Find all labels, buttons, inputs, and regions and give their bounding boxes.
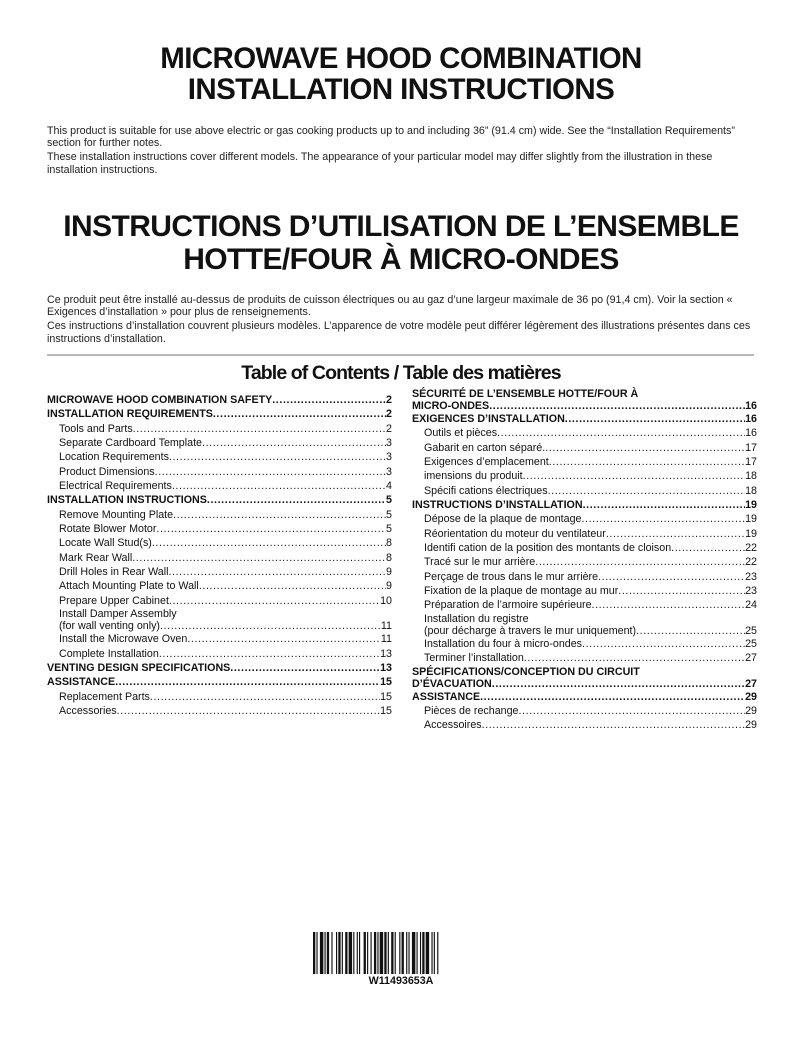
toc-label: D’ÉVACUATION (412, 677, 492, 690)
barcode-bar (364, 932, 366, 974)
leader-dots (535, 555, 745, 569)
intro-en (47, 125, 757, 176)
barcode-bar (367, 932, 368, 974)
leader-dots (581, 512, 745, 526)
barcode-bar (359, 932, 360, 974)
toc-label: VENTING DESIGN SPECIFICATIONS (47, 661, 231, 674)
toc-entry[interactable] (412, 469, 757, 483)
toc-entry[interactable] (412, 388, 757, 412)
toc-entry[interactable] (47, 704, 392, 718)
leader-dots (132, 551, 386, 565)
toc-page: 11 (380, 633, 392, 646)
toc-label: Spécifi cations électriques (424, 484, 548, 497)
barcode-bar (353, 932, 354, 974)
barcode-bar (371, 932, 372, 974)
barcode-number: W11493653A (368, 975, 434, 987)
leader-dots (150, 690, 380, 704)
title-fr-line2: HOTTE/FOUR À MICRO-ONDES (183, 243, 619, 276)
toc-page: 2 (386, 394, 392, 406)
barcode-bar (374, 932, 376, 974)
toc-page: 3 (386, 437, 392, 450)
barcode-bar (395, 932, 396, 974)
barcode-bar (325, 932, 326, 974)
toc-label-line1: Installation du registre (424, 612, 529, 625)
toc-label: (pour décharge à travers le mur uniquement) (424, 624, 637, 637)
toc-label: Dépose de la plaque de montage (424, 513, 582, 526)
toc-label: Fixation de la plaque de montage au mur (424, 585, 619, 598)
leader-dots (213, 407, 386, 421)
barcode-bar (327, 932, 329, 974)
toc-label: Attach Mounting Plate to Wall (59, 580, 199, 593)
toc-page: 5 (386, 494, 392, 507)
toc-label: Tracé sur le mur arrière (424, 556, 536, 569)
toc-label: ASSISTANCE (412, 690, 481, 703)
toc-page: 13 (380, 661, 392, 674)
barcode-bar (388, 932, 389, 974)
leader-dots (152, 536, 386, 550)
leader-dots (618, 584, 745, 598)
leader-dots (492, 678, 745, 690)
toc-entry[interactable] (412, 541, 757, 555)
toc-entry[interactable] (47, 393, 392, 407)
toc-label: ASSISTANCE (47, 676, 116, 689)
toc-label: Mark Rear Wall (59, 551, 133, 564)
toc-entry[interactable] (412, 512, 757, 526)
toc-label: MICRO-ONDES (412, 400, 490, 412)
toc-page: 29 (745, 704, 757, 717)
toc-entry[interactable] (47, 647, 392, 661)
toc-page: 25 (745, 637, 757, 650)
toc-label: Separate Cardboard Template (59, 437, 202, 450)
toc-page: 16 (745, 400, 757, 412)
toc-entry[interactable] (47, 479, 392, 493)
toc-label: Location Requirements (59, 451, 169, 464)
toc-entry[interactable] (47, 594, 392, 608)
leader-dots (202, 436, 386, 450)
leader-dots (115, 675, 380, 689)
toc-entry[interactable] (412, 613, 757, 637)
leader-dots (117, 704, 380, 718)
toc-entry[interactable] (47, 508, 392, 522)
toc-entry[interactable] (47, 579, 392, 593)
toc-page: 23 (745, 570, 757, 583)
barcode-bar (380, 932, 383, 974)
toc-entry[interactable] (47, 522, 392, 536)
leader-dots (524, 651, 745, 665)
toc-page: 4 (386, 480, 392, 493)
barcode-bar (391, 932, 393, 974)
toc-entry[interactable] (412, 412, 757, 426)
toc-entry[interactable] (412, 570, 757, 584)
toc-label: Installation du four à micro-ondes (424, 637, 583, 650)
toc-page: 3 (386, 451, 392, 464)
toc-label: Install the Microwave Oven (59, 633, 188, 646)
toc-label: Préparation de l’armoire supérieure (424, 599, 592, 612)
toc-label: INSTRUCTIONS D’INSTALLATION (412, 499, 583, 512)
toc-label: Prepare Upper Cabinet (59, 594, 169, 607)
toc-entry[interactable] (47, 422, 392, 436)
toc-entry[interactable] (412, 718, 757, 732)
barcode-bar (399, 932, 400, 974)
leader-dots (606, 527, 745, 541)
intro-fr-p1: Ce produit peut être installé au-dessus de produits de cuisson électriques ou au gaz d’une largeur maximale de 36 po (91,4 cm). Voir la section « Exigences d’installation » pour plus de renseignements. (47, 294, 733, 319)
barcode-bar (313, 932, 315, 974)
toc-page: 29 (745, 690, 757, 703)
toc-entry[interactable] (412, 555, 757, 569)
toc-entry[interactable] (47, 465, 392, 479)
barcode-bar (406, 932, 407, 974)
toc-entry[interactable] (47, 407, 392, 421)
toc-label: INSTALLATION INSTRUCTIONS (47, 494, 207, 507)
toc-page: 19 (745, 527, 757, 540)
leader-dots (549, 455, 745, 469)
leader-dots (598, 570, 745, 584)
toc-label-line1: SPÉCIFICATIONS/CONCEPTION DU CIRCUIT (412, 665, 640, 678)
toc-page: 9 (386, 566, 392, 579)
toc-label: Rotate Blower Motor (59, 523, 157, 536)
toc-page: 2 (386, 422, 392, 435)
toc-entry[interactable] (412, 666, 757, 690)
toc-label: Replacement Parts (59, 690, 150, 703)
leader-dots (480, 690, 745, 704)
toc-label: Pièces de rechange (424, 704, 519, 717)
toc-page: 27 (745, 677, 757, 690)
toc-label: Accessoires (424, 719, 482, 732)
toc-label: imensions du produit (424, 470, 523, 483)
toc-page: 15 (380, 704, 392, 717)
leader-dots (133, 422, 386, 436)
leader-dots (230, 661, 380, 675)
toc-label-line1: SÉCURITÉ DE L’ENSEMBLE HOTTE/FOUR À (412, 388, 639, 400)
toc-entry[interactable] (412, 426, 757, 440)
leader-dots (548, 484, 746, 498)
divider (47, 354, 754, 356)
toc-page: 5 (386, 523, 392, 536)
leader-dots (565, 412, 745, 426)
toc-page: 9 (386, 580, 392, 593)
title-en-line1: MICROWAVE HOOD COMBINATION (160, 42, 642, 75)
barcode-bar (342, 932, 343, 974)
toc-label: Accessories (59, 704, 117, 717)
toc-page: 15 (380, 676, 392, 689)
leader-dots (187, 632, 381, 646)
barcode (313, 932, 489, 974)
barcode-bar (320, 932, 323, 974)
toc-entry[interactable] (412, 484, 757, 498)
toc-entry[interactable] (412, 637, 757, 651)
toc-entry[interactable] (412, 598, 757, 612)
barcode-bar (420, 932, 421, 974)
toc-entry[interactable] (47, 632, 392, 646)
toc-french (412, 388, 757, 733)
title-fr-line1: INSTRUCTIONS D’UTILISATION DE L’ENSEMBLE (63, 210, 739, 243)
leader-dots (159, 647, 380, 661)
toc-label: Remove Mounting Plate (59, 508, 174, 521)
toc-entry[interactable] (47, 675, 392, 689)
leader-dots (168, 565, 386, 579)
intro-fr-p2: Ces instructions d’installation couvrent plusieurs modèles. L’apparence de votre modèle peut différer légèrement des illustrations présentes dans ces instructions d’installation. (47, 320, 751, 345)
leader-dots (160, 620, 381, 632)
toc-page: 8 (386, 537, 392, 550)
toc-entry[interactable] (47, 493, 392, 507)
toc-entry[interactable] (47, 608, 392, 632)
barcode-bar (349, 932, 352, 974)
toc-entry[interactable] (412, 455, 757, 469)
toc-page: 27 (745, 652, 757, 665)
toc-entry[interactable] (47, 536, 392, 550)
toc-page: 17 (745, 441, 757, 454)
toc-label: Terminer l’installation (424, 652, 524, 665)
toc-page: 18 (745, 484, 757, 497)
leader-dots (173, 508, 386, 522)
toc-label: Identifi cation de la position des montants de cloison (424, 542, 672, 555)
leader-dots (489, 400, 745, 412)
leader-dots (155, 465, 386, 479)
toc-page: 5 (386, 508, 392, 521)
toc-english (47, 393, 392, 718)
toc-page: 18 (745, 470, 757, 483)
intro-fr (47, 294, 757, 345)
leader-dots (172, 479, 386, 493)
barcode-bar (426, 932, 429, 974)
toc-entry[interactable] (47, 690, 392, 704)
toc-entry[interactable] (412, 704, 757, 718)
leader-dots (636, 625, 745, 637)
toc-label-line1: Install Damper Assembly (59, 608, 177, 621)
barcode-bar (331, 932, 332, 974)
barcode-bar (338, 932, 340, 974)
toc-entry[interactable] (47, 551, 392, 565)
toc-page: 25 (745, 624, 757, 637)
intro-en-p2: These installation instructions cover different models. The appearance of your particular model may differ slightly from the illustration in these installation instructions. (47, 151, 713, 176)
toc-page: 24 (745, 599, 757, 612)
toc-page: 22 (745, 542, 757, 555)
barcode-bar (336, 932, 337, 974)
leader-dots (583, 498, 746, 512)
toc-label: Réorientation du moteur du ventilateur (424, 527, 606, 540)
toc-page: 11 (380, 620, 392, 633)
toc-page: 13 (380, 647, 392, 660)
leader-dots (518, 704, 745, 718)
toc-page: 15 (380, 690, 392, 703)
toc-label: (for wall venting only) (59, 620, 160, 633)
barcode-bar (408, 932, 409, 974)
toc-entry[interactable] (412, 527, 757, 541)
barcode-bar (412, 932, 415, 974)
toc-page: 22 (745, 556, 757, 569)
leader-dots (497, 426, 745, 440)
leader-dots (592, 598, 746, 612)
barcode-bar (417, 932, 418, 974)
toc-label: Outils et pièces (424, 427, 498, 440)
toc-label: Electrical Requirements (59, 480, 172, 493)
leader-dots (582, 637, 745, 651)
toc-page: 2 (386, 408, 392, 421)
toc-entry[interactable] (412, 498, 757, 512)
toc-page: 19 (745, 513, 757, 526)
barcode-bar (437, 932, 438, 974)
toc-page: 10 (380, 594, 392, 607)
toc-label: Complete Installation (59, 647, 159, 660)
leader-dots (482, 718, 745, 732)
toc-page: 8 (386, 551, 392, 564)
toc-entry[interactable] (47, 436, 392, 450)
toc-entry[interactable] (412, 584, 757, 598)
title-fr (0, 210, 802, 276)
toc-page: 16 (745, 413, 757, 425)
toc-label: EXIGENCES D’INSTALLATION (412, 413, 565, 425)
toc-page: 17 (745, 456, 757, 469)
toc-page: 19 (745, 499, 757, 512)
toc-page: 29 (745, 719, 757, 732)
toc-label: INSTALLATION REQUIREMENTS (47, 408, 213, 421)
toc-title: Table of Contents / Table des matières (241, 362, 561, 384)
toc-label: Locate Wall Stud(s) (59, 537, 152, 550)
leader-dots (272, 393, 386, 407)
barcode-bar (422, 932, 424, 974)
barcode-bar (402, 932, 404, 974)
toc-label: Exigences d’emplacement (424, 456, 549, 469)
toc-entry[interactable] (412, 441, 757, 455)
title-en (0, 43, 802, 105)
barcode-bar (384, 932, 386, 974)
leader-dots (671, 541, 745, 555)
leader-dots (156, 522, 386, 536)
leader-dots (545, 441, 745, 455)
title-en-line2: INSTALLATION INSTRUCTIONS (187, 73, 615, 106)
toc-label: MICROWAVE HOOD COMBINATION SAFETY (47, 394, 273, 406)
leader-dots (207, 493, 386, 507)
leader-dots (169, 450, 386, 464)
leader-dots (523, 469, 745, 483)
barcode-bar (434, 932, 435, 974)
leader-dots (169, 594, 380, 608)
toc-label: Perçage de trous dans le mur arrière (424, 570, 599, 583)
barcode-bar (431, 932, 432, 974)
leader-dots (199, 579, 386, 593)
toc-label: Gabarit en carton séparé. (424, 441, 546, 454)
barcode-bar (316, 932, 317, 974)
barcode-bar (345, 932, 347, 974)
toc-entry[interactable] (412, 651, 757, 665)
toc-entry[interactable] (47, 565, 392, 579)
toc-entry[interactable] (412, 690, 757, 704)
toc-entry[interactable] (47, 661, 392, 675)
barcode-bar (357, 932, 358, 974)
toc-page: 23 (745, 585, 757, 598)
intro-en-p1: This product is suitable for use above electric or gas cooking products up to and including 36” (91.4 cm) wide. See the “Installation Requirements” section for further notes. (47, 125, 735, 150)
toc-entry[interactable] (47, 450, 392, 464)
toc-label: Tools and Parts (59, 422, 133, 435)
toc-label: Drill Holes in Rear Wall (59, 566, 169, 579)
toc-label: Product Dimensions (59, 465, 155, 478)
toc-page: 3 (386, 465, 392, 478)
toc-page: 16 (745, 427, 757, 440)
barcode-bar (377, 932, 378, 974)
